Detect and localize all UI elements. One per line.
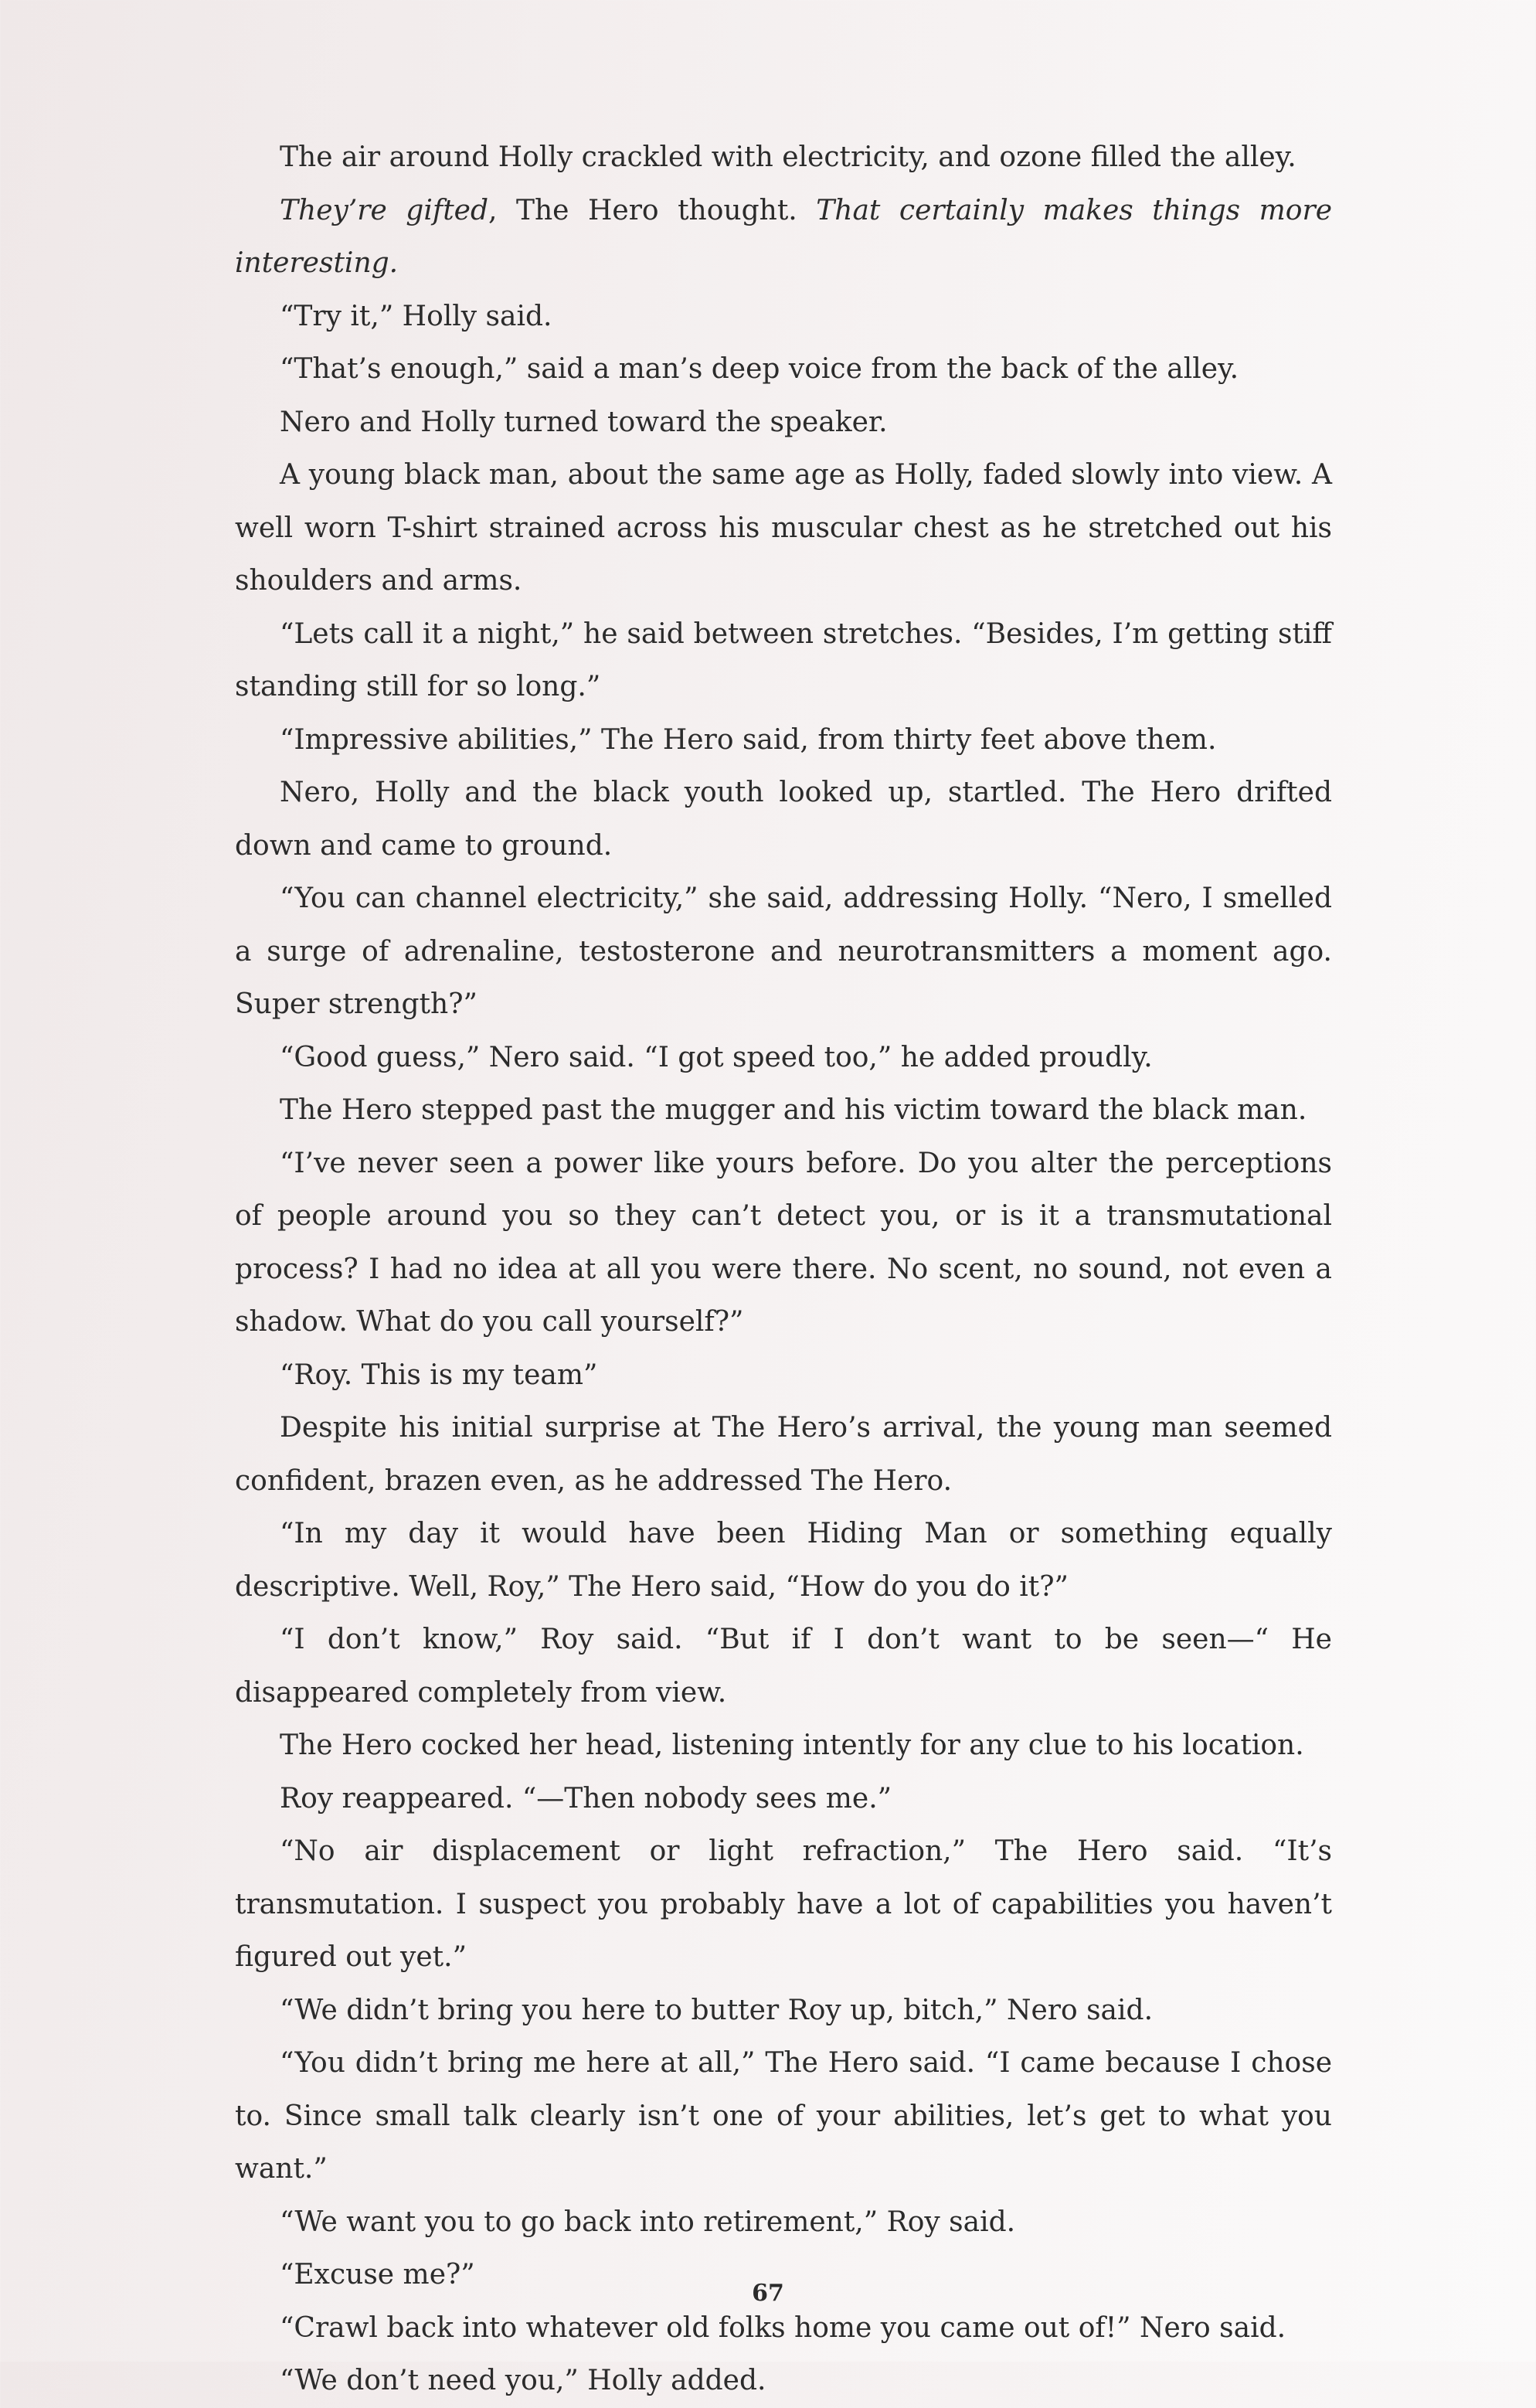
paragraph: “Impressive abilities,” The Hero said, from thirty feet above them.: [280, 723, 1217, 756]
paragraph: “Roy. This is my team”: [280, 1359, 598, 1391]
italic-thought: They’re gifted: [280, 194, 489, 226]
paragraph: “Try it,” Holly said.: [280, 300, 552, 332]
paragraph: “We want you to go back into retirement,” Roy said.: [280, 2206, 1016, 2238]
paragraph: “No air displacement or light refraction,” The Hero said. “It’s transmutation. I suspect you probably have a lot of capabilities you haven’t figured out yet.”: [235, 1835, 1332, 1973]
paragraph: “Lets call it a night,” he said between stretches. “Besides, I’m getting stiff standing still for so long.”: [235, 617, 1332, 702]
paragraph: “We don’t need you,” Holly added.: [280, 2365, 766, 2396]
paragraph: Nero, Holly and the black youth looked up, startled. The Hero drifted down and came to ground.: [235, 777, 1332, 862]
italic-thought: That certainly makes things more interesting.: [235, 194, 1332, 279]
paragraph: Despite his initial surprise at The Hero’s arrival, the young man seemed confident, brazen even, as he addressed The Hero.: [235, 1412, 1332, 1497]
narration: , The Hero thought.: [488, 194, 817, 226]
paragraph: “In my day it would have been Hiding Man or something equally descriptive. Well, Roy,” The Hero said, “How do you do it?”: [235, 1518, 1332, 1603]
paragraph: [235, 185, 1332, 291]
body-text: [235, 131, 1332, 2408]
paragraph: “I don’t know,” Roy said. “But if I don’t want to be seen—“ He disappeared completely from view.: [235, 1624, 1332, 1709]
paragraph: The Hero cocked her head, listening intently for any clue to his location.: [280, 1729, 1304, 1761]
paragraph: “You didn’t bring me here at all,” The Hero said. “I came because I chose to. Since small talk clearly isn’t one of your abilities, let’s get to what you want.”: [235, 2047, 1332, 2185]
paragraph: The Hero stepped past the mugger and his victim toward the black man.: [280, 1094, 1307, 1126]
paragraph: Nero and Holly turned toward the speaker.: [280, 406, 888, 438]
paragraph: Roy reappeared. “—Then nobody sees me.”: [280, 1782, 892, 1815]
page-number: 67: [752, 2280, 784, 2307]
paragraph: “Good guess,” Nero said. “I got speed too,” he added proudly.: [280, 1041, 1153, 1073]
paragraph: “You can channel electricity,” she said, addressing Holly. “Nero, I smelled a surge of adrenaline, testosterone and neurotransmitters a moment ago. Super strength?”: [235, 883, 1332, 1020]
paragraph: The air around Holly crackled with electricity, and ozone filled the alley.: [280, 141, 1296, 173]
paragraph: A young black man, about the same age as Holly, faded slowly into view. A well worn T-shirt strained across his muscular chest as he stretched out his shoulders and arms.: [235, 459, 1332, 597]
paragraph: “Excuse me?”: [280, 2259, 475, 2291]
paragraph: “Crawl back into whatever old folks home you came out of!” Nero said.: [280, 2311, 1286, 2344]
paragraph: “That’s enough,” said a man’s deep voice from the back of the alley.: [280, 353, 1239, 385]
paragraph: “We didn’t bring you here to butter Roy up, bitch,” Nero said.: [280, 1994, 1154, 2026]
paragraph: “I’ve never seen a power like yours before. Do you alter the perceptions of people around you so they can’t detect you, or is it a transmutational process? I had no idea at all you were there. No scent, no sound, not even a shadow. What do you call yourself?”: [235, 1147, 1332, 1338]
